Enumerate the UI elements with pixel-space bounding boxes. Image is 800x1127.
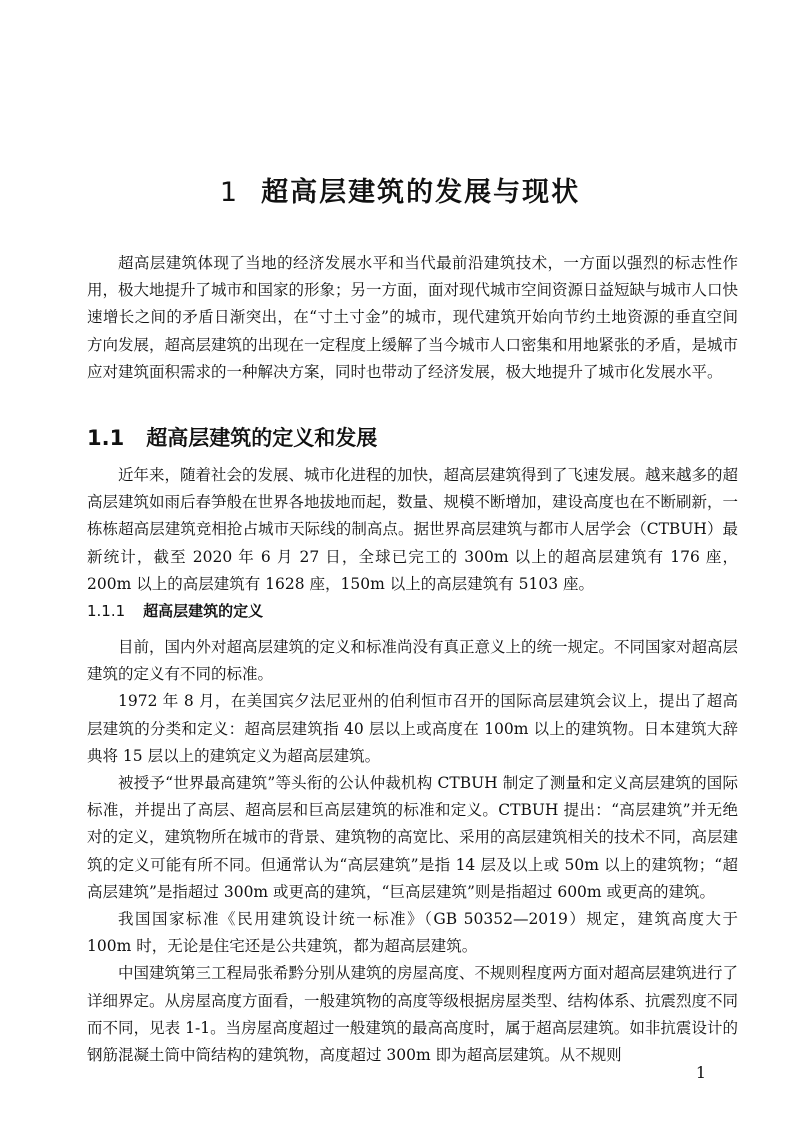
section-number: 1.1 <box>87 426 125 450</box>
subsection-number: 1.1.1 <box>87 602 126 620</box>
subsection-body <box>87 634 738 1069</box>
chapter-title-text: 超高层建筑的发展与现状 <box>261 177 581 208</box>
paragraph: 我国国家标准《民用建筑设计统一标准》（GB 50352—2019）规定，建筑高度大于 100m 时，无论是住宅还是公共建筑，都为超高层建筑。 <box>87 910 738 956</box>
page-number: 1 <box>695 1063 706 1082</box>
chapter-intro <box>87 250 738 386</box>
paragraph: 1972 年 8 月，在美国宾夕法尼亚州的伯利恒市召开的国际高层建筑会议上，提出了超高层建筑的分类和定义：超高层建筑指 40 层以上或高度在 100m 以上的建筑物。日本建筑大辞典将 15 层以上的建筑定义为超高层建筑。 <box>87 692 738 765</box>
chapter-number: 1 <box>219 177 240 208</box>
section-title: 超高层建筑的定义和发展 <box>146 426 378 450</box>
section-paragraph: 近年来，随着社会的发展、城市化进程的加快，超高层建筑得到了飞速发展。越来越多的超高层建筑如雨后春笋般在世界各地拔地而起，数量、规模不断增加，建设高度也在不断刷新，一栋栋超高层建筑竞相抢占城市天际线的制高点。据世界高层建筑与都市人居学会（CTBUH）最新统计，截至 2020 年 6 月 27 日，全球已完工的 300m 以上的超高层建筑有 176 座，200m 以上的高层建筑有 1628 座，150m 以上的高层建筑有 5103 座。 <box>87 466 739 593</box>
section-body <box>87 462 738 598</box>
subsection-title: 超高层建筑的定义 <box>143 602 264 620</box>
chapter-title <box>0 170 800 209</box>
subsection-heading <box>87 600 263 621</box>
paragraph: 目前，国内外对超高层建筑的定义和标准尚没有真正意义上的统一规定。不同国家对超高层建筑的定义有不同的标准。 <box>87 638 739 684</box>
paragraph: 中国建筑第三工程局张希黔分别从建筑的房屋高度、不规则程度两方面对超高层建筑进行了详细界定。从房屋高度方面看，一般建筑物的高度等级根据房屋类型、结构体系、抗震烈度不同而不同，见表 1-1。当房屋高度超过一般建筑的最高高度时，属于超高层建筑。如非抗震设计的钢筋混凝土筒中筒结构的建筑物，高度超过 300m 即为超高层建筑。从不规则 <box>87 964 739 1065</box>
section-heading <box>87 422 377 452</box>
paragraph: 被授予“世界最高建筑”等头衔的公认仲裁机构 CTBUH 制定了测量和定义高层建筑的国际标准，并提出了高层、超高层和巨高层建筑的标准和定义。CTBUH 提出：“高层建筑”并无绝对的定义，建筑物所在城市的背景、建筑物的高宽比、采用的高层建筑相关的技术不同，高层建筑的定义可能有所不同。但通常认为“高层建筑”是指 14 层及以上或 50m 以上的建筑物；“超高层建筑”是指超过 300m 或更高的建筑，“巨高层建筑”则是指超过 600m 或更高的建筑。 <box>87 774 739 901</box>
intro-paragraph: 超高层建筑体现了当地的经济发展水平和当代最前沿建筑技术，一方面以强烈的标志性作用，极大地提升了城市和国家的形象；另一方面，面对现代城市空间资源日益短缺与城市人口快速增长之间的矛盾日渐突出，在“寸土寸金”的城市，现代建筑开始向节约土地资源的垂直空间方向发展，超高层建筑的出现在一定程度上缓解了当今城市人口密集和用地紧张的矛盾，是城市应对建筑面积需求的一种解决方案，同时也带动了经济发展，极大地提升了城市化发展水平。 <box>87 254 739 381</box>
